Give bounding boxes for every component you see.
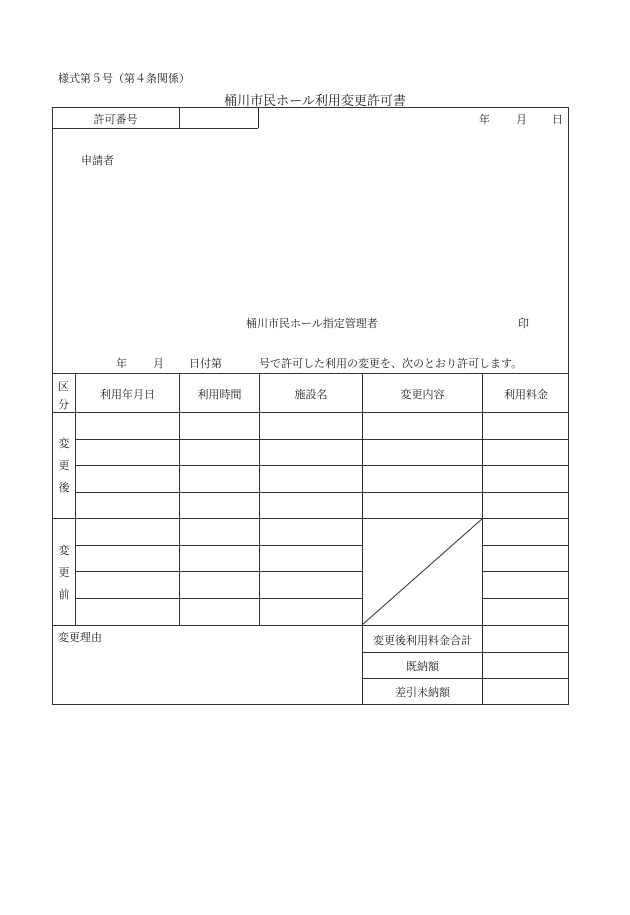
statement-text: 号で許可した利用の変更を、次のとおり許可します。 [259, 357, 523, 370]
col-header-fee: 利用料金 [504, 388, 548, 401]
before-change-label-2: 更 [58, 566, 70, 579]
seal-mark: 印 [518, 317, 529, 330]
after-change-label-3: 後 [58, 481, 70, 494]
document-title: 桶川市民ホール利用変更許可書 [224, 94, 406, 109]
applicant-label: 申請者 [81, 154, 114, 167]
form-grid-lines [52, 107, 569, 705]
date-month-label: 月 [516, 113, 527, 126]
paid-amount-label: 既納額 [406, 660, 439, 673]
diagonal-strike-line [363, 519, 483, 625]
after-change-label-2: 更 [58, 459, 70, 472]
permit-form [52, 107, 569, 705]
date-day-label: 日 [552, 113, 563, 126]
col-header-change-content: 変更内容 [400, 388, 445, 401]
statement-day-ref: 日付第 [189, 357, 222, 370]
statement-month: 月 [153, 357, 164, 370]
section-label-top: 区 [58, 380, 69, 393]
col-header-usage-date: 利用年月日 [100, 388, 155, 401]
change-reason-label: 変更理由 [58, 631, 102, 644]
before-change-label-1: 変 [58, 544, 70, 557]
after-change-label-1: 変 [58, 437, 70, 450]
section-label-bottom: 分 [58, 398, 69, 411]
col-header-usage-time: 利用時間 [197, 388, 242, 401]
col-header-facility: 施設名 [294, 388, 328, 401]
permit-number-label: 許可番号 [93, 113, 138, 126]
before-change-label-3: 前 [58, 588, 70, 601]
form-number: 様式第５号（第４条関係） [58, 72, 190, 85]
manager-label: 桶川市民ホール指定管理者 [246, 317, 378, 330]
date-year-label: 年 [479, 113, 490, 126]
unpaid-balance-label: 差引未納額 [395, 686, 450, 699]
statement-year: 年 [116, 357, 127, 370]
total-fee-label: 変更後利用料金合計 [373, 634, 472, 647]
